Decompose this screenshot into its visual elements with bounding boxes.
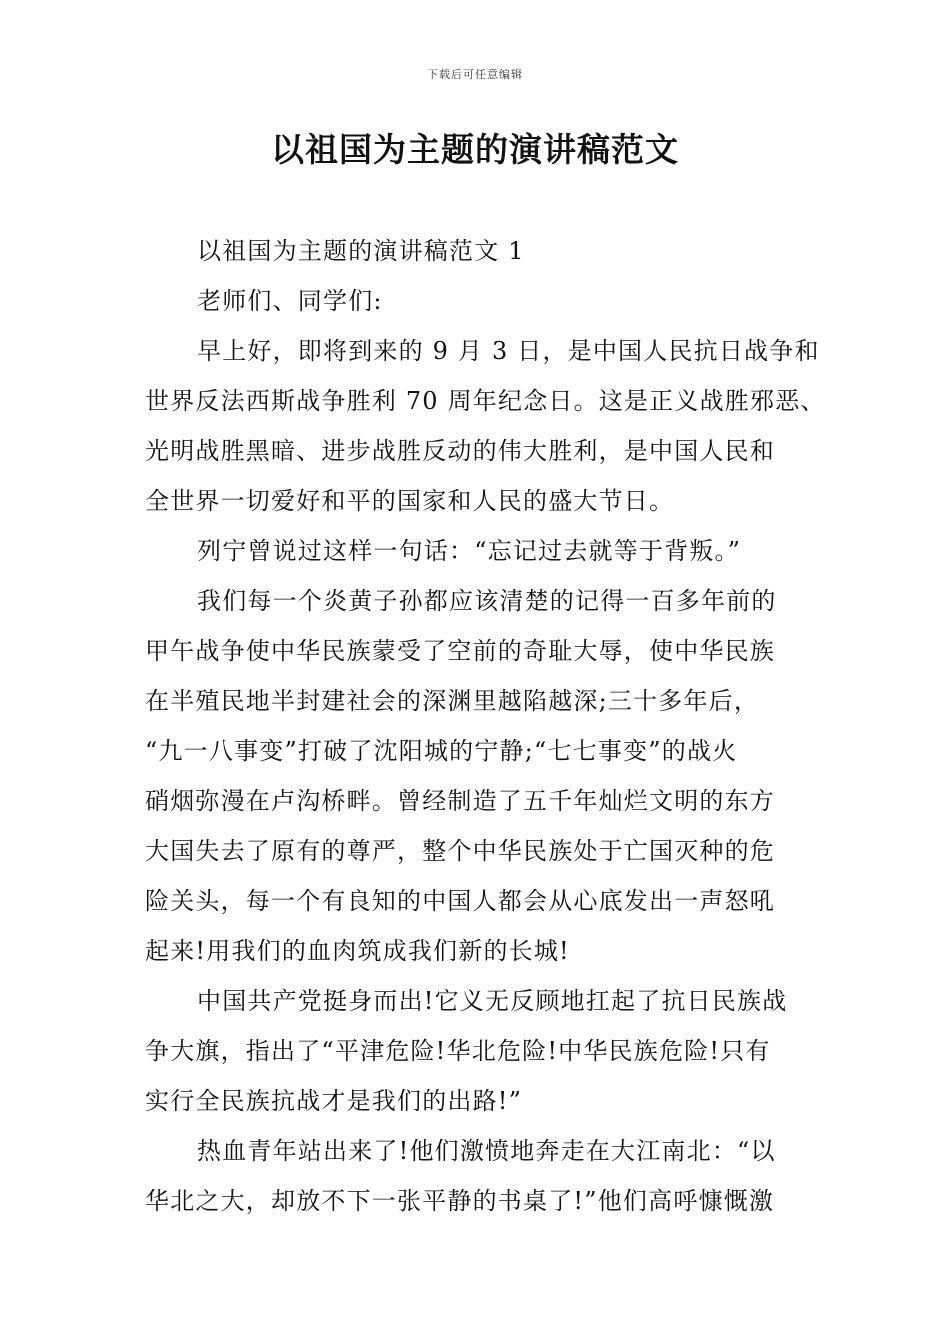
body-line: 以祖国为主题的演讲稿范文 1	[197, 237, 525, 265]
body-line: 实行全民族抗战才是我们的出路!”	[145, 1087, 523, 1115]
body-line: 争大旗，指出了“平津危险!华北危险!中华民族危险!只有	[145, 1037, 771, 1065]
body-line: 全世界一切爱好和平的国家和人民的盛大节日。	[145, 487, 675, 515]
body-line: 硝烟弥漫在卢沟桥畔。曾经制造了五千年灿烂文明的东方	[145, 787, 775, 815]
body-line: 世界反法西斯战争胜利 70 周年纪念日。这是正义战胜邪恶、	[145, 387, 826, 415]
body-line: 早上好，即将到来的 9 月 3 日，是中国人民抗日战争和	[197, 337, 820, 365]
body-line: 险关头，每一个有良知的中国人都会从心底发出一声怒吼	[145, 887, 775, 915]
header-note: 下载后可任意编辑	[427, 68, 523, 81]
body-line: 在半殖民地半封建社会的深渊里越陷越深;三十多年后，	[145, 687, 760, 715]
body-line: “九一八事变”打破了沈阳城的宁静;“七七事变”的战火	[145, 737, 738, 765]
body-line: 起来!用我们的血肉筑成我们新的长城!	[145, 937, 570, 965]
body-line: 光明战胜黑暗、进步战胜反动的伟大胜利，是中国人民和	[145, 437, 775, 465]
body-line: 中国共产党挺身而出!它义无反顾地扛起了抗日民族战	[197, 987, 788, 1015]
body-line: 甲午战争使中华民族蒙受了空前的奇耻大辱，使中华民族	[145, 637, 775, 665]
document-title: 以祖国为主题的演讲稿范文	[271, 130, 679, 169]
body-line: 华北之大，却放不下一张平静的书桌了!”他们高呼慷慨激	[145, 1187, 775, 1215]
body-line: 老师们、同学们:	[197, 287, 383, 315]
body-line: 列宁曾说过这样一句话：“忘记过去就等于背叛。”	[197, 537, 742, 565]
body-line: 我们每一个炎黄子孙都应该清楚的记得一百多年前的	[197, 587, 777, 615]
document-body	[145, 226, 826, 1226]
body-line: 热血青年站出来了!他们激愤地奔走在大江南北：“以	[197, 1137, 776, 1165]
body-line: 大国失去了原有的尊严，整个中华民族处于亡国灭种的危	[145, 837, 775, 865]
